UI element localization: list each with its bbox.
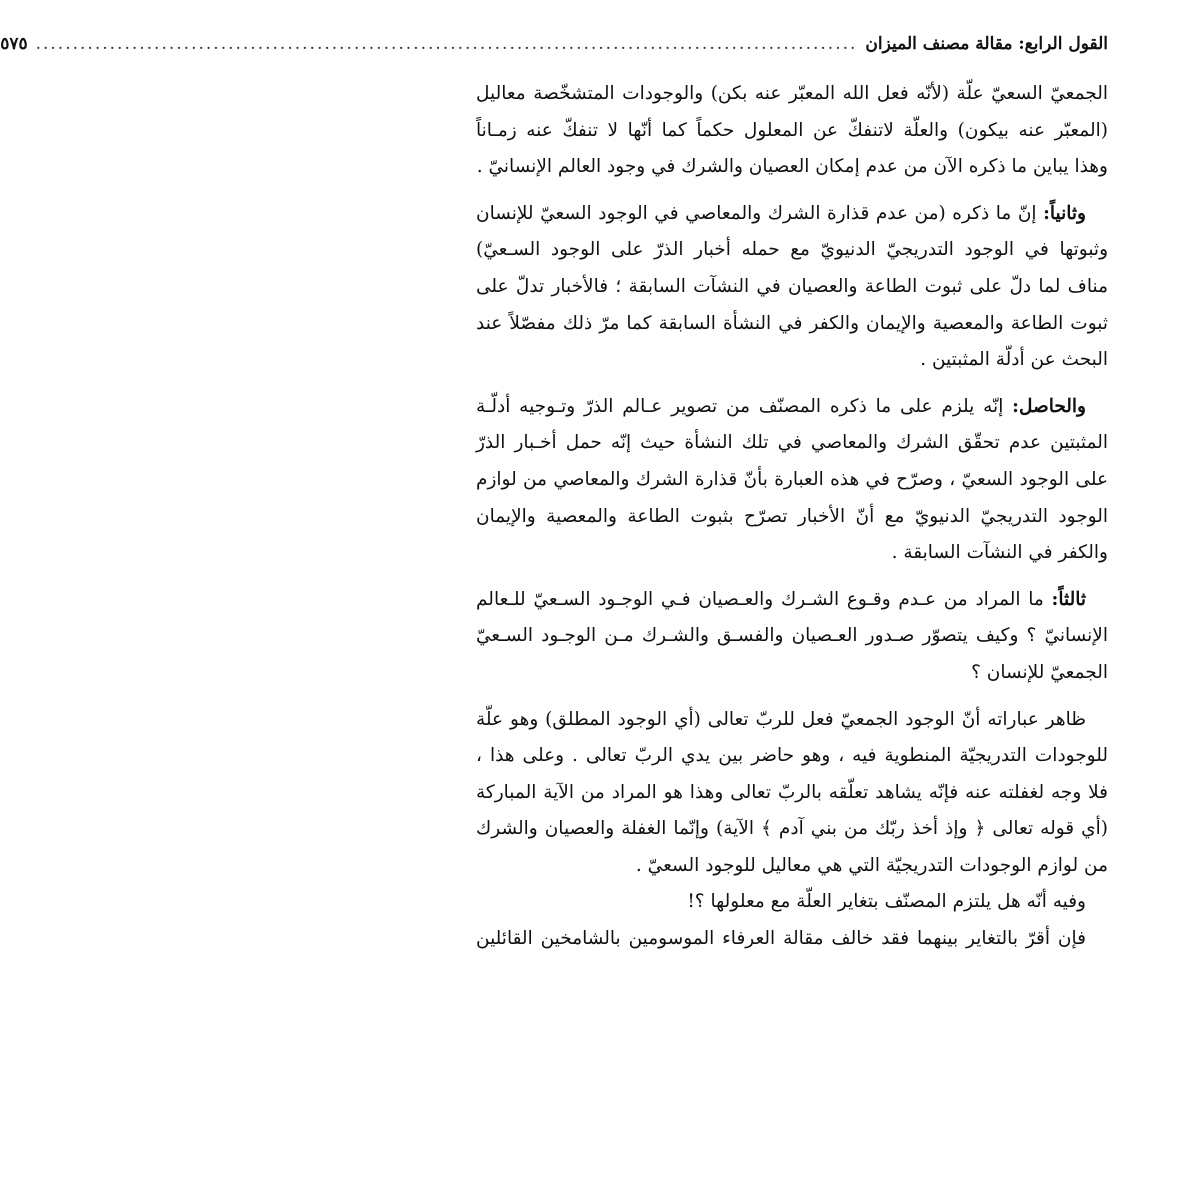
text-line: فإن أقرّ بالتغاير بينهما فقد خالف مقالة العرفاء الموسومين بالشامخين القائلين bbox=[476, 928, 1086, 950]
text-line: للوجودات التدريجيّة المنطوية فيه ، وهو حاضر بين يدي الربّ تعالى . وعلى هذا ، bbox=[476, 745, 1108, 767]
text-line bbox=[476, 582, 1108, 619]
text-line: من لوازم الوجودات التدريجيّة التي هي معاليل للوجود السعيّ . bbox=[635, 854, 1108, 876]
paragraph-5 bbox=[476, 702, 1108, 885]
text-line: الإنسانيّ ؟ وكيف يتصوّر صـدور العـصيان والفسـق والشـرك مـن الوجـود السـعيّ bbox=[476, 625, 1108, 647]
body-text bbox=[476, 76, 1108, 958]
text-line: البحث عن أدلّة المثبتين . bbox=[920, 349, 1108, 371]
text-line: والكفر في النشآت السابقة . bbox=[891, 542, 1108, 564]
text-line: وفيه أنّه هل يلتزم المصنّف بتغاير العلّة مع معلولها ؟! bbox=[687, 891, 1086, 913]
text-line bbox=[476, 196, 1108, 233]
paragraph-6 bbox=[476, 884, 1108, 921]
text-line: الوجود التدريجيّ الدنيويّ مع أنّ الأخبار تصرّح بثبوت الطاعة والمعصية والإيمان bbox=[476, 505, 1108, 527]
page-number: ٥٧٥ bbox=[0, 34, 28, 54]
paragraph-4 bbox=[476, 582, 1108, 692]
text-line: وثبوتها في الوجود التدريجيّ الدنيويّ مع حمله أخبار الذرّ على الوجود السـعيّ) bbox=[476, 239, 1108, 261]
paragraph-lead: ثالثاً: bbox=[1051, 588, 1086, 610]
text-line: الجمعيّ السعيّ علّة (لأنّه فعل الله المعبّر عنه بكن) والوجودات المتشخّصة معاليل bbox=[476, 83, 1108, 104]
paragraph-lead: والحاصل: bbox=[1012, 395, 1086, 417]
text-line: على الوجود السعيّ ، وصرّح في هذه العبارة بأنّ قذارة الشرك والمعاصي من لوازم bbox=[476, 468, 1108, 490]
text-run: إنّه يلزم على ما ذكره المصنّف من تصوير عـالم الذرّ وتـوجيه أدلّـة bbox=[476, 395, 1013, 417]
text-line: وهذا يباين ما ذكره الآن من عدم إمكان العصيان والشرك في وجود العالم الإنسانيّ . bbox=[476, 156, 1108, 178]
text-line: فلا وجه لغفلته عنه فإنّه يشاهد تعلّقه بالربّ تعالى وهذا هو المراد من الآية المباركة bbox=[476, 781, 1108, 803]
text-line: (المعبّر عنه بيكون) والعلّة لاتنفكّ عن المعلول حكماً كما أنّها لا تنفكّ عنه زمـاناً bbox=[476, 119, 1108, 141]
text-line: المثبتين عدم تحقّق الشرك والمعاصي في تلك النشأة حيث إنّه حمل أخـبار الذرّ bbox=[476, 432, 1108, 454]
text-line: (أي قوله تعالى ﴿ وإذ أخذ ربّك من بني آدم ﴾ الآية) وإنّما الغفلة والعصيان والشرك bbox=[476, 818, 1108, 840]
text-line: الجمعيّ للإنسان ؟ bbox=[971, 661, 1108, 683]
header-title: القول الرابع: مقالة مصنف الميزان bbox=[865, 34, 1108, 54]
paragraph-lead: وثانياً: bbox=[1043, 202, 1086, 224]
text-line: ثبوت الطاعة والمعصية والإيمان والكفر في النشأة السابقة كما مرّ ذلك مفصّلاً عند bbox=[476, 312, 1108, 334]
paragraph-2 bbox=[476, 196, 1108, 379]
text-line: مناف لما دلّ على ثبوت الطاعة والعصيان في النشآت السابقة ؛ فالأخبار تدلّ على bbox=[476, 275, 1108, 297]
text-run: ما المراد من عـدم وقـوع الشـرك والعـصيان فـي الوجـود السـعيّ للـعالم bbox=[476, 588, 1052, 610]
paragraph-1 bbox=[476, 76, 1108, 186]
text-run: إنّ ما ذكره (من عدم قذارة الشرك والمعاصي في الوجود السعيّ للإنسان bbox=[476, 202, 1044, 224]
paragraph-7 bbox=[476, 921, 1108, 958]
paragraph-3 bbox=[476, 389, 1108, 572]
running-header bbox=[0, 34, 1108, 60]
text-line bbox=[476, 389, 1108, 426]
text-line: ظاهر عباراته أنّ الوجود الجمعيّ فعل للربّ تعالى (أي الوجود المطلق) وهو علّة bbox=[476, 708, 1086, 730]
header-leader-dots: ............................................................................................................... bbox=[35, 34, 858, 54]
